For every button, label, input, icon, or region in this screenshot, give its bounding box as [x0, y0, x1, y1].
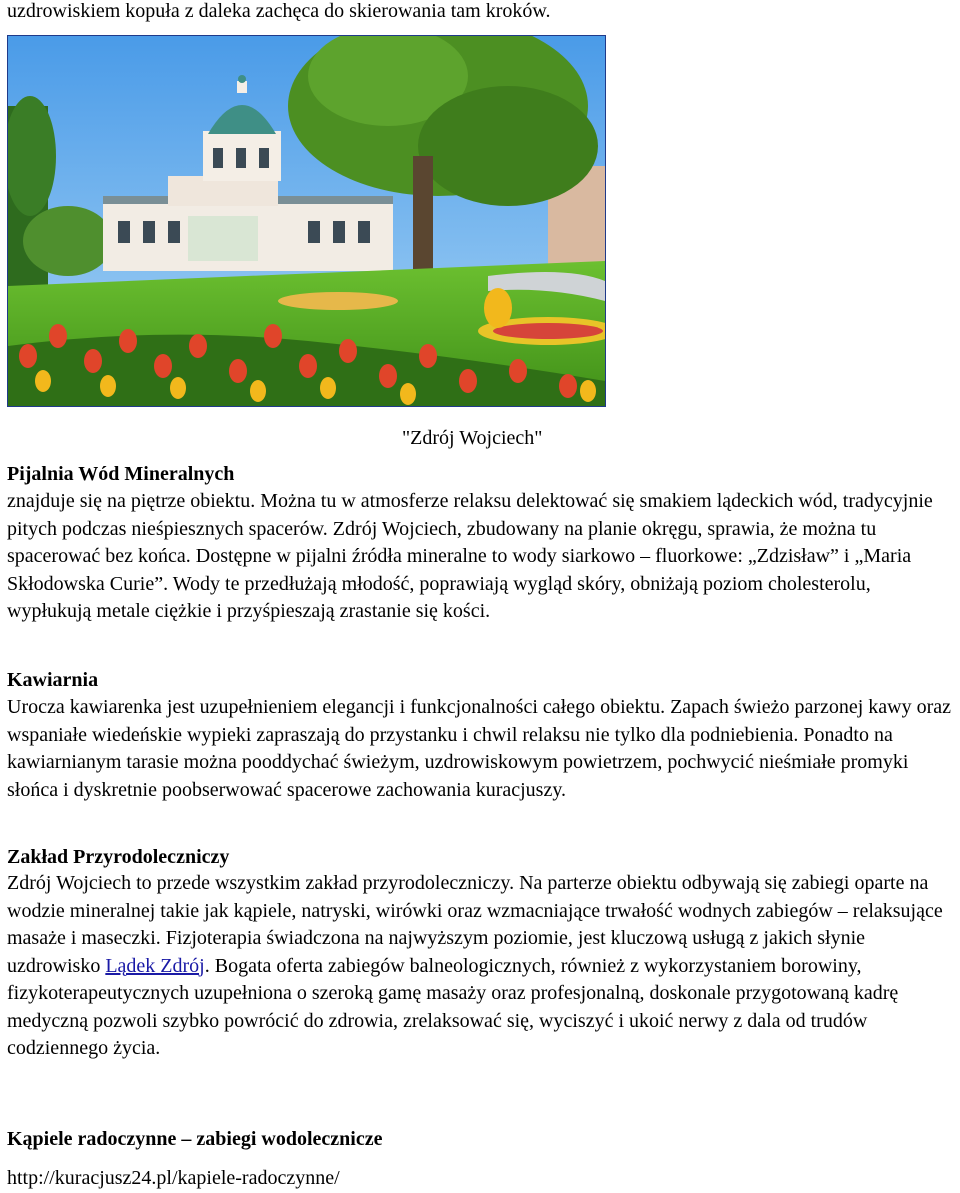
section-text-kawiarnia: Urocza kawiarenka jest uzupełnieniem elegancji i funkcjonalności całego obiektu. Zapach świeżo parzonej kawy oraz wspaniałe wiedeńskie wypieki zapraszają do przystanku i chwil relaksu nie tylko dla podniebienia. Ponadto na kawiarnianym tarasie można pooddychać świeżym, uzdrowiskowym powietrzem, pochwycić nieśmiałe promyki słońca i dyskretnie poobserwować spacerowe zachowania kuracjuszy.	[7, 696, 952, 801]
spa-building-photo	[7, 35, 606, 407]
zaklad-text-part-2: . Bogata oferta zabiegów balneologicznych, również z wykorzystaniem borowiny, fizykoterapeutycznych uzupełniona o szeroką gamę masaży oraz profesjonalną, doskonale przygotowaną kadrę medyczną pozwoli szybko powrócić do zdrowia, zrelaksować się, wyciszyć i ukoić nerwy z dala od trudów codziennego życia.	[7, 954, 899, 1059]
section-text-pijalnia: znajduje się na piętrze obiektu. Można tu w atmosferze relaksu delektować się smakiem lądeckich wód, tradycyjnie pitych podczas nieśpiesznych spacerów. Zdrój Wojciech, zbudowany na planie okręgu, sprawia, że można tu spacerować bez końca. Dostępne w pijalni źródła mineralne to wody siarkowo – fluorkowe: „Zdzisław” i „Maria Skłodowska Curie”. Wody te przedłużają młodość, poprawiają wygląd skóry, obniżają poziom cholesterolu, wypłukują metale ciężkie i przyśpieszają zrastanie się kości.	[7, 490, 933, 622]
source-url: http://kuracjusz24.pl/kapiele-radoczynne/	[7, 1167, 340, 1189]
intro-text-tail: uzdrowiskiem kopuła z daleka zachęca do skierowania tam kroków.	[7, 0, 551, 22]
section-heading-kapiele: Kąpiele radoczynne – zabiegi wodolecznicze	[7, 1128, 383, 1150]
section-text-zaklad	[7, 870, 959, 1063]
photo-caption: "Zdrój Wojciech"	[402, 427, 543, 449]
ladek-zdroj-link[interactable]: Lądek Zdrój	[105, 954, 205, 977]
section-heading-zaklad: Zakład Przyrodoleczniczy	[7, 846, 230, 868]
section-heading-kawiarnia: Kawiarnia	[7, 669, 99, 691]
zaklad-text-part-1: Zdrój Wojciech to przede wszystkim zakład przyrodoleczniczy. Na parterze obiektu odbywają się zabiegi oparte na wodzie mineralnej takie jak kąpiele, natryski, wirówki oraz wzmacniające trwałość wodnych zabiegów – relaksujące masaże i maseczki. Fizjoterapia świadczona na najwyższym poziomie, jest kluczową usługą z jakich słynie uzdrowisko	[7, 872, 943, 977]
section-heading-pijalnia: Pijalnia Wód Mineralnych	[7, 463, 235, 485]
